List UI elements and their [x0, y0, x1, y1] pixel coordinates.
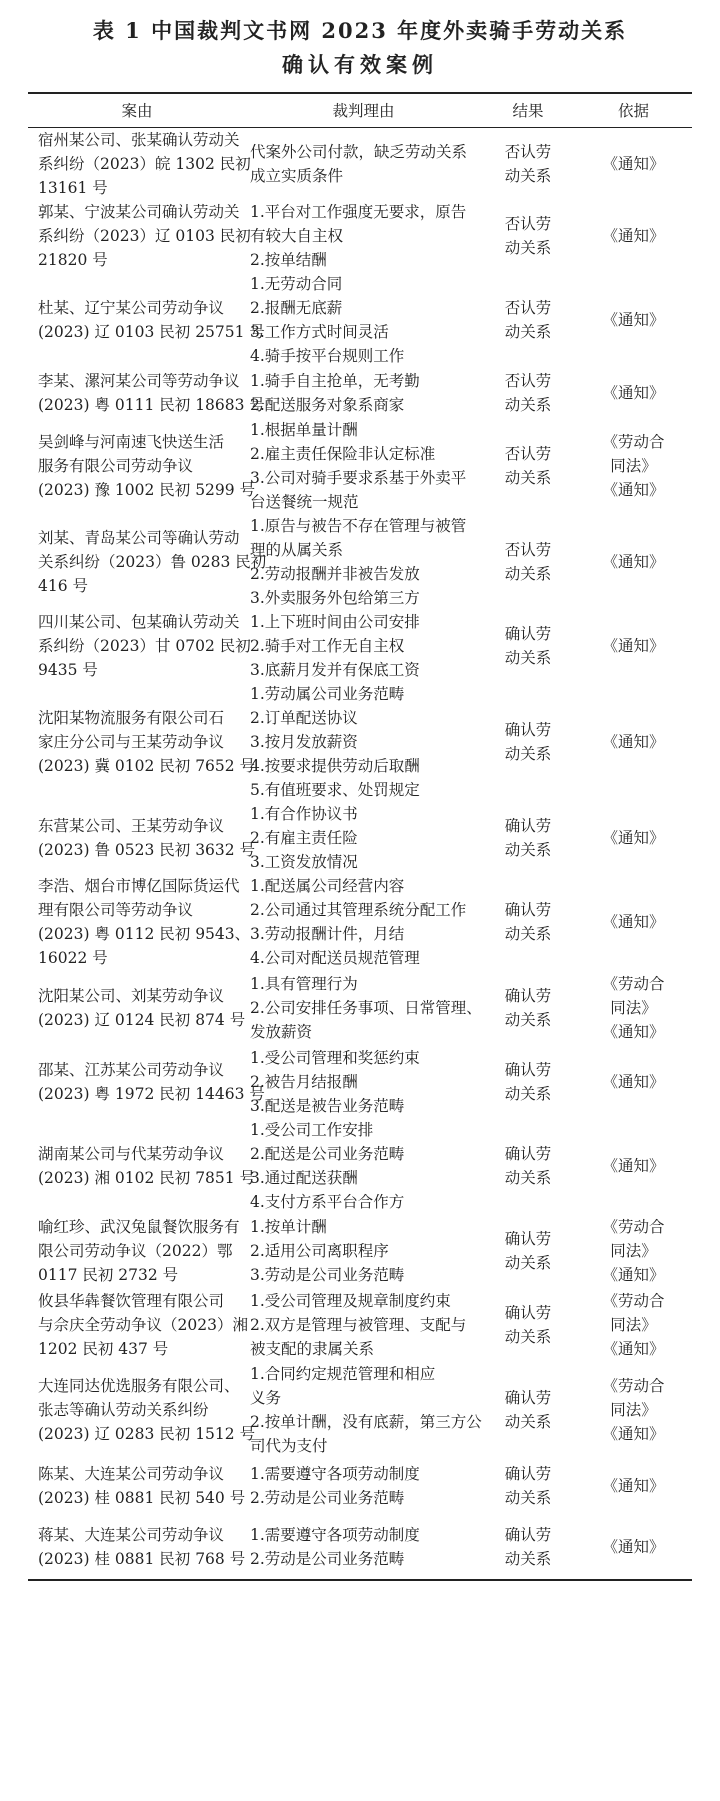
cell-case-line: 沈阳某公司、刘某劳动争议: [38, 987, 225, 1005]
cell-result-line: 否认劳: [504, 445, 552, 463]
cell-reason-line: 2.骑手对工作无自主权: [250, 637, 405, 655]
cell-reason-line: 2.按单结酬: [250, 251, 327, 269]
header-basis: 依据: [575, 93, 692, 128]
cell-reason-line: 3.工作方式时间灵活: [250, 323, 389, 341]
cases-table: [28, 92, 692, 1581]
cell-result-line: 确认劳: [504, 1465, 552, 1483]
cell-basis-line: 《通知》: [602, 227, 665, 245]
cell-reason-line: 1.上下班时间由公司安排: [250, 613, 420, 631]
cell-case: [28, 682, 256, 802]
cell-result-line: 动关系: [504, 1085, 552, 1103]
cell-reason-line: 1.根据单量计酬: [250, 421, 358, 439]
cell-result: [481, 1118, 575, 1214]
cell-case-line: 湖南某公司与代某劳动争议: [38, 1145, 225, 1163]
cell-case: [28, 1362, 256, 1458]
cell-result: [481, 610, 575, 682]
cell-result-line: 动关系: [504, 841, 552, 859]
cell-reason-line: 3.配送是被告业务范畴: [250, 1097, 405, 1115]
cell-reason-line: 理的从属关系: [250, 541, 344, 559]
cell-reason-line: 1.按单计酬: [250, 1218, 327, 1236]
cell-basis: [575, 1046, 692, 1118]
cell-reason-line: 5.有值班要求、处罚规定: [250, 781, 420, 799]
cell-reason-line: 发放薪资: [250, 1023, 313, 1041]
cell-reason: [246, 200, 481, 272]
table-row: [28, 874, 692, 970]
table-row: [28, 514, 692, 610]
cell-basis: [575, 1362, 692, 1458]
cell-result-line: 确认劳: [504, 721, 552, 739]
table-row: [28, 1362, 692, 1458]
cell-case-line: 刘某、青岛某公司等确认劳动: [38, 529, 240, 547]
cell-reason-line: 2.订单配送协议: [250, 709, 358, 727]
cell-case-line: 9435 号: [38, 661, 98, 679]
cell-reason-line: 1.需要遵守各项劳动制度: [250, 1525, 420, 1544]
cell-reason: [246, 1458, 481, 1514]
cell-basis: [575, 1118, 692, 1214]
cell-reason: [246, 610, 481, 682]
table-row: [28, 1046, 692, 1118]
table-body: [28, 128, 692, 1581]
cell-case-line: 陈某、大连某公司劳动争议: [38, 1465, 225, 1483]
cell-case: [28, 1514, 246, 1580]
cell-case-line: 沈阳某物流服务有限公司石: [38, 709, 225, 727]
cell-basis: [575, 802, 692, 874]
cell-basis-line: 《劳动合: [602, 975, 665, 993]
cell-result-line: 动关系: [504, 1011, 552, 1029]
cell-result-line: 确认劳: [504, 817, 552, 835]
cell-case: [28, 128, 251, 201]
cell-basis: [575, 368, 692, 418]
cell-result-line: 否认劳: [504, 372, 552, 390]
cell-basis: [575, 128, 692, 201]
cell-result: [481, 874, 575, 970]
cell-case: [28, 1458, 246, 1514]
cell-basis: [575, 200, 692, 272]
cell-reason: [246, 368, 481, 418]
cell-case: [28, 874, 251, 970]
cell-result-line: 动关系: [504, 469, 552, 487]
cell-basis-line: 同法》: [610, 1242, 657, 1260]
cell-reason-line: 司代为支付: [250, 1437, 328, 1455]
cell-reason: [246, 1118, 481, 1214]
cell-result: [481, 802, 575, 874]
cell-reason-line: 1.需要遵守各项劳动制度: [250, 1465, 420, 1483]
cell-result-line: 确认劳: [504, 625, 552, 643]
cell-case: [28, 610, 251, 682]
cell-result-line: 确认劳: [504, 987, 552, 1005]
cell-case-line: 1202 民初 437 号: [38, 1340, 169, 1358]
cell-reason-line: 4.公司对配送员规范管理: [250, 949, 420, 967]
cell-basis-line: 《通知》: [602, 829, 665, 847]
cell-basis-line: 《通知》: [602, 637, 665, 655]
cell-case-line: 21820 号: [38, 251, 108, 269]
cell-case-line: 四川某公司、包某确认劳动关: [38, 613, 240, 631]
cell-case-line: 0117 民初 2732 号: [38, 1266, 179, 1284]
cell-reason-line: 1.无劳动合同: [250, 275, 343, 293]
cell-basis: [575, 418, 692, 514]
cell-reason-line: 3.通过配送获酬: [250, 1169, 358, 1187]
cell-case-line: (2023) 粤 1972 民初 14463 号: [38, 1085, 265, 1103]
cell-basis-line: 同法》: [610, 999, 657, 1017]
cell-reason-line: 1.受公司管理及规章制度约束: [250, 1292, 451, 1310]
cell-case-line: (2023) 粤 0112 民初 9543、: [38, 925, 251, 943]
cell-basis-line: 《通知》: [602, 1073, 665, 1091]
cell-result: [481, 272, 575, 368]
cell-reason-line: 1.配送属公司经营内容: [250, 877, 405, 895]
cell-case-line: 理有限公司等劳动争议: [38, 901, 194, 919]
cell-result: [481, 1046, 575, 1118]
cell-reason-line: 1.合同约定规范管理和相应: [250, 1365, 436, 1383]
cell-reason-line: 2.有雇主责任险: [250, 829, 358, 847]
cell-case-line: (2023) 桂 0881 民初 540 号: [38, 1489, 246, 1507]
cell-case-line: 大连同达优选服务有限公司、: [38, 1377, 240, 1395]
cell-reason-line: 2.雇主责任保险非认定标准: [250, 445, 436, 463]
cell-reason: [246, 682, 481, 802]
cell-result-line: 确认劳: [504, 1230, 552, 1248]
cell-result-line: 动关系: [504, 1328, 552, 1346]
cell-case: [28, 200, 251, 272]
cell-reason-line: 1.有合作协议书: [250, 805, 358, 823]
cell-reason-line: 2.劳动报酬并非被告发放: [250, 565, 420, 583]
cell-result-line: 确认劳: [504, 901, 552, 919]
cell-case-line: 16022 号: [38, 949, 108, 967]
cell-case: [28, 1118, 256, 1214]
cell-result: [481, 1214, 575, 1288]
cell-result-line: 动关系: [504, 1254, 552, 1272]
cell-result-line: 动关系: [504, 649, 552, 667]
cell-basis-line: 《通知》: [602, 384, 665, 402]
cell-basis-line: 《通知》: [602, 1425, 665, 1443]
cell-reason-line: 4.按要求提供劳动后取酬: [250, 757, 420, 775]
cell-basis-line: 《通知》: [602, 1340, 665, 1358]
table-row: [28, 1118, 692, 1214]
cell-basis-line: 《通知》: [602, 913, 665, 931]
cell-result-line: 动关系: [504, 565, 552, 583]
cell-case: [28, 970, 246, 1046]
cell-result-line: 动关系: [504, 1489, 552, 1507]
cell-result: [481, 1288, 575, 1362]
cell-case-line: 416 号: [38, 577, 89, 595]
cell-case: [28, 1288, 246, 1362]
table-row: [28, 1288, 692, 1362]
cell-result-line: 确认劳: [504, 1061, 552, 1079]
cell-case-line: 喻红珍、武汉兔鼠餐饮服务有: [38, 1218, 240, 1236]
cell-basis-line: 《通知》: [602, 733, 665, 751]
cell-reason: [246, 418, 481, 514]
header-row: [28, 93, 692, 128]
table-row: [28, 272, 692, 368]
cell-case-line: (2023) 辽 0103 民初 25751 号: [38, 323, 265, 341]
caption-line-1: 表 1 中国裁判文书网 2023 年度外卖骑手劳动关系: [92, 18, 628, 43]
table-caption: [0, 14, 720, 82]
cell-reason-line: 2.配送是公司业务范畴: [250, 1145, 405, 1163]
cell-case-line: 张志等确认劳动关系纠纷: [38, 1401, 209, 1419]
cell-case-line: 攸县华犇餐饮管理有限公司: [38, 1292, 225, 1310]
cell-case-line: 系纠纷（2023）甘 0702 民初: [38, 637, 251, 655]
cell-basis-line: 《劳动合: [602, 1218, 665, 1236]
cell-reason: [246, 272, 481, 368]
cell-basis-line: 同法》: [610, 457, 657, 475]
cell-basis: [575, 1458, 692, 1514]
cell-basis: [575, 610, 692, 682]
table-row: [28, 610, 692, 682]
cell-reason-line: 代案外公司付款，缺乏劳动关系: [250, 143, 468, 161]
cell-reason-line: 3.公司对骑手要求系基于外卖平: [250, 469, 467, 487]
cell-case: [28, 418, 256, 514]
cell-result-line: 否认劳: [504, 215, 552, 233]
cell-case-line: (2023) 鲁 0523 民初 3632 号: [38, 841, 256, 859]
cell-case-line: 东营某公司、王某劳动争议: [38, 817, 225, 835]
cell-result-line: 动关系: [504, 1169, 552, 1187]
cell-result: [481, 1458, 575, 1514]
cell-reason: [246, 1514, 481, 1580]
cell-case-line: 李浩、烟台市博亿国际货运代: [38, 877, 240, 895]
cell-result-line: 动关系: [504, 1549, 552, 1568]
cell-result: [481, 970, 575, 1046]
cell-result-line: 否认劳: [504, 143, 552, 161]
cell-case-line: 系纠纷（2023）皖 1302 民初: [38, 155, 251, 173]
cell-reason-line: 有较大自主权: [250, 227, 344, 245]
cell-reason-line: 2.劳动是公司业务范畴: [250, 1489, 405, 1507]
cell-reason-line: 1.平台对工作强度无要求，原告: [250, 203, 467, 221]
cell-result: [481, 1514, 575, 1580]
cell-reason-line: 2.公司安排任务事项、日常管理、: [250, 999, 482, 1017]
cell-case-line: 杜某、辽宁某公司劳动争议: [38, 299, 225, 317]
cell-reason-line: 3.外卖服务外包给第三方: [250, 589, 420, 607]
table-row: [28, 802, 692, 874]
cell-case-line: 13161 号: [38, 179, 108, 197]
cell-reason-line: 4.骑手按平台规则工作: [250, 347, 405, 365]
cell-reason-line: 成立实质条件: [250, 167, 344, 185]
table-row: [28, 970, 692, 1046]
cell-reason-line: 1.骑手自主抢单，无考勤: [250, 372, 420, 390]
cell-result-line: 否认劳: [504, 541, 552, 559]
cell-basis-line: 《劳动合: [602, 433, 665, 451]
cell-reason-line: 1.劳动属公司业务范畴: [250, 685, 405, 703]
cell-case-line: 宿州某公司、张某确认劳动关: [38, 131, 240, 149]
cell-case: [28, 1214, 246, 1288]
cell-basis-line: 《通知》: [602, 1157, 665, 1175]
table-row: [28, 128, 692, 201]
cell-basis-line: 《通知》: [602, 553, 665, 571]
cell-reason-line: 义务: [250, 1389, 282, 1407]
cell-result-line: 动关系: [504, 323, 552, 341]
cell-case-line: 蒋某、大连某公司劳动争议: [38, 1525, 225, 1544]
cell-reason-line: 2.报酬无底薪: [250, 299, 343, 317]
cell-result: [481, 1362, 575, 1458]
cell-basis-line: 《通知》: [602, 155, 665, 173]
cell-basis-line: 《通知》: [602, 1266, 665, 1284]
cell-reason-line: 被支配的隶属关系: [250, 1340, 375, 1358]
cell-reason: [246, 128, 481, 201]
cell-basis-line: 《通知》: [602, 1477, 665, 1495]
cell-case-line: 系纠纷（2023）辽 0103 民初: [38, 227, 251, 245]
cell-reason-line: 2.配送服务对象系商家: [250, 396, 405, 414]
cell-basis-line: 《通知》: [602, 481, 665, 499]
cell-basis-line: 《通知》: [602, 1023, 665, 1041]
cell-result-line: 确认劳: [504, 1304, 552, 1322]
cell-reason-line: 1.原告与被告不存在管理与被管: [250, 517, 467, 535]
table-row: [28, 200, 692, 272]
cell-result-line: 动关系: [504, 925, 552, 943]
table-row: [28, 418, 692, 514]
cell-basis-line: 同法》: [610, 1401, 657, 1419]
cell-basis: [575, 1514, 692, 1580]
cell-reason-line: 2.双方是管理与被管理、支配与: [250, 1316, 467, 1334]
cell-reason: [246, 970, 481, 1046]
cell-case-line: (2023) 湘 0102 民初 7851 号: [38, 1169, 256, 1187]
cell-reason-line: 2.适用公司离职程序: [250, 1242, 389, 1260]
cell-result: [481, 200, 575, 272]
cell-reason-line: 3.按月发放薪资: [250, 733, 358, 751]
cell-case-line: (2023) 冀 0102 民初 7652 号: [38, 757, 256, 775]
cell-case: [28, 514, 267, 610]
cell-result-line: 确认劳: [504, 1389, 552, 1407]
cell-case: [28, 1046, 265, 1118]
cell-basis: [575, 1214, 692, 1288]
cell-reason: [246, 1214, 481, 1288]
cell-reason-line: 2.按单计酬，没有底薪，第三方公: [250, 1413, 482, 1431]
cell-case-line: 吴剑峰与河南速飞快送生活: [38, 433, 225, 451]
cell-case-line: (2023) 豫 1002 民初 5299 号: [38, 481, 256, 499]
cell-result-line: 确认劳: [504, 1145, 552, 1163]
cell-result-line: 否认劳: [504, 299, 552, 317]
cell-result-line: 动关系: [504, 167, 552, 185]
cell-reason-line: 2.公司通过其管理系统分配工作: [250, 901, 467, 919]
cell-basis-line: 同法》: [610, 1316, 657, 1334]
cell-result-line: 动关系: [504, 396, 552, 414]
cell-case-line: (2023) 桂 0881 民初 768 号: [38, 1549, 246, 1568]
table-row: [28, 1458, 692, 1514]
cell-basis-line: 《劳动合: [602, 1292, 665, 1310]
cell-basis: [575, 514, 692, 610]
cell-reason: [246, 1362, 481, 1458]
cell-result: [481, 368, 575, 418]
cell-case-line: 与佘庆全劳动争议（2023）湘: [38, 1316, 248, 1334]
header-result: 结果: [481, 93, 575, 128]
cell-reason: [246, 802, 481, 874]
cell-basis: [575, 272, 692, 368]
table-row: [28, 368, 692, 418]
cell-reason-line: 台送餐统一规范: [250, 493, 359, 511]
cell-case-line: 邵某、江苏某公司劳动争议: [38, 1061, 225, 1079]
cell-result-line: 动关系: [504, 745, 552, 763]
cell-reason-line: 3.劳动是公司业务范畴: [250, 1266, 405, 1284]
header-case: 案由: [28, 93, 246, 128]
cell-reason-line: 4.支付方系平台合作方: [250, 1193, 405, 1211]
cell-basis: [575, 874, 692, 970]
cell-reason-line: 1.受公司管理和奖惩约束: [250, 1049, 420, 1067]
cell-case-line: 服务有限公司劳动争议: [38, 457, 194, 475]
cell-case-line: 家庄分公司与王某劳动争议: [38, 733, 225, 751]
cell-reason-line: 1.受公司工作安排: [250, 1121, 374, 1139]
cell-basis: [575, 970, 692, 1046]
cell-reason-line: 1.具有管理行为: [250, 975, 358, 993]
header-reason: 裁判理由: [246, 93, 481, 128]
caption-line-2: 确认有效案例: [282, 52, 438, 77]
table-row: [28, 682, 692, 802]
cell-result-line: 确认劳: [504, 1525, 552, 1544]
table-row: [28, 1214, 692, 1288]
cell-case-line: 李某、漯河某公司等劳动争议: [38, 372, 240, 390]
cell-case-line: (2023) 辽 0124 民初 874 号: [38, 1011, 246, 1029]
cell-reason: [246, 514, 481, 610]
cell-result: [481, 128, 575, 201]
cell-case: [28, 272, 265, 368]
cell-result-line: 动关系: [504, 239, 552, 257]
cell-reason: [246, 1046, 481, 1118]
cell-result: [481, 682, 575, 802]
cell-reason: [246, 874, 481, 970]
cell-result: [481, 418, 575, 514]
cell-basis-line: 《通知》: [602, 311, 665, 329]
cell-case-line: 限公司劳动争议（2022）鄂: [38, 1242, 233, 1260]
cell-reason-line: 3.底薪月发并有保底工资: [250, 661, 420, 679]
cell-reason-line: 2.被告月结报酬: [250, 1073, 358, 1091]
table-row: [28, 1514, 692, 1580]
cell-case: [28, 802, 256, 874]
cell-case: [28, 368, 265, 418]
cell-result-line: 动关系: [504, 1413, 552, 1431]
cell-case-line: (2023) 辽 0283 民初 1512 号: [38, 1425, 256, 1443]
cell-reason-line: 3.工资发放情况: [250, 853, 358, 871]
cell-case-line: 郭某、宁波某公司确认劳动关: [38, 203, 240, 221]
cell-basis-line: 《劳动合: [602, 1377, 665, 1395]
cell-case-line: (2023) 粤 0111 民初 18683 号: [38, 396, 265, 414]
cell-reason-line: 3.劳动报酬计件，月结: [250, 925, 405, 943]
cell-basis: [575, 1288, 692, 1362]
cell-reason: [246, 1288, 481, 1362]
cell-result: [481, 514, 575, 610]
cell-basis: [575, 682, 692, 802]
cell-case-line: 关系纠纷（2023）鲁 0283 民初: [38, 553, 267, 571]
cell-basis-line: 《通知》: [602, 1537, 665, 1556]
cell-reason-line: 2.劳动是公司业务范畴: [250, 1549, 405, 1568]
